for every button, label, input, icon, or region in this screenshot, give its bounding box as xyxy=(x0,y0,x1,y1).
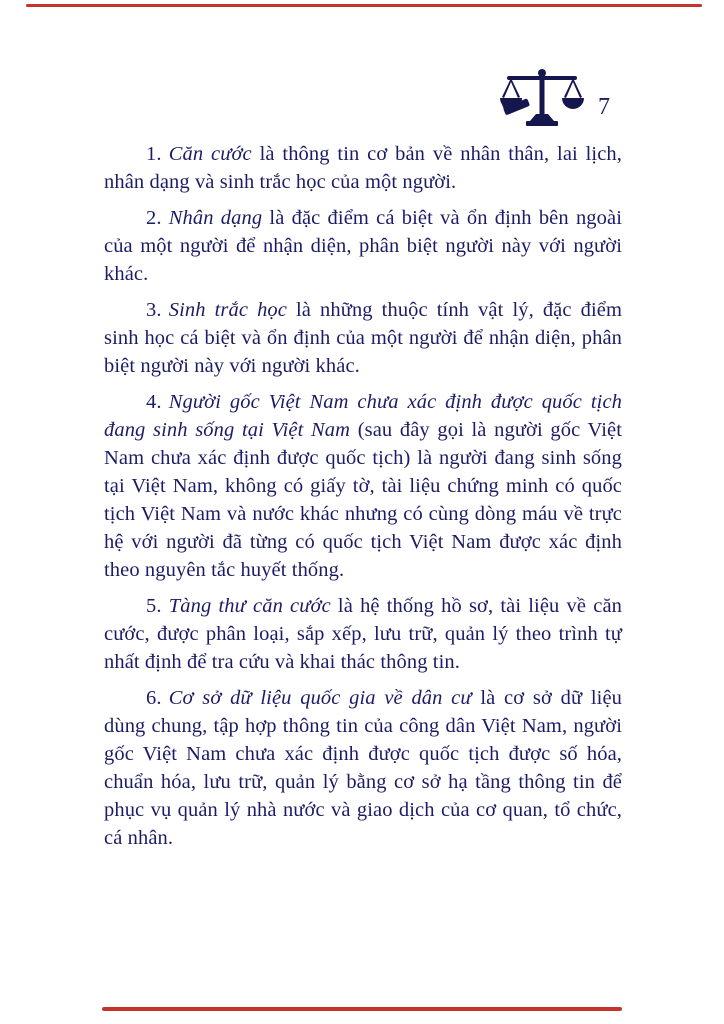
definition-paragraph-4 xyxy=(104,388,622,584)
item-number: 1. xyxy=(146,143,162,165)
defined-term: Người gốc Việt Nam chưa xác định được quốc tịch đang sinh sống tại Việt Nam xyxy=(104,391,622,441)
item-number: 2. xyxy=(146,207,162,229)
definition-text: (sau đây gọi là người gốc Việt Nam chưa xác định được quốc tịch) là người đang sinh sống tại Việt Nam, không có giấy tờ, tài liệu chứng minh có quốc tịch Việt Nam và nước khác nhưng có cùng dòng máu về trực hệ với người đã từng có quốc tịch Việt Nam được xác định theo nguyên tắc huyết thống. xyxy=(104,419,623,581)
definition-paragraph-2 xyxy=(104,204,622,288)
defined-term: Cơ sở dữ liệu quốc gia về dân cư xyxy=(168,687,472,709)
definition-paragraph-5 xyxy=(104,592,622,676)
defined-term: Sinh trắc học xyxy=(168,299,287,321)
item-number: 3. xyxy=(146,299,162,321)
defined-term: Tàng thư căn cước xyxy=(168,595,331,617)
definition-text: là cơ sở dữ liệu dùng chung, tập hợp thông tin của công dân Việt Nam, người gốc Việt Nam chưa xác định được quốc tịch được số hóa, chuẩn hóa, lưu trữ, quản lý bằng cơ sở hạ tầng thông tin để phục vụ quản lý nhà nước và giao dịch của cơ quan, tổ chức, cá nhân. xyxy=(104,687,622,849)
top-red-rule xyxy=(26,4,702,7)
definition-text: là những thuộc tính vật lý, đặc điểm sinh học cá biệt và ổn định của một người để nhận diện, phân biệt người này với người khác. xyxy=(104,299,623,377)
definition-paragraph-1 xyxy=(104,140,622,196)
defined-term: Nhân dạng xyxy=(168,207,263,229)
item-number: 5. xyxy=(146,595,162,617)
definition-text: là đặc điểm cá biệt và ổn định bên ngoài của một người để nhận diện, phân biệt người này với người khác. xyxy=(104,207,622,285)
page-text-block xyxy=(104,140,622,860)
item-number: 6. xyxy=(146,687,162,709)
page-number: 7 xyxy=(598,94,610,120)
defined-term: Căn cước xyxy=(168,143,252,165)
definition-paragraph-6 xyxy=(104,684,622,852)
item-number: 4. xyxy=(146,391,162,413)
bottom-red-rule xyxy=(102,1007,622,1011)
definition-text: là hệ thống hồ sơ, tài liệu về căn cước, được phân loại, sắp xếp, lưu trữ, quản lý theo trình tự nhất định để tra cứu và khai thác thông tin. xyxy=(104,595,622,673)
definition-text: là thông tin cơ bản về nhân thân, lai lịch, nhân dạng và sinh trắc học của một người. xyxy=(104,143,622,193)
scales-of-justice-icon xyxy=(497,66,587,128)
definition-paragraph-3 xyxy=(104,296,622,380)
